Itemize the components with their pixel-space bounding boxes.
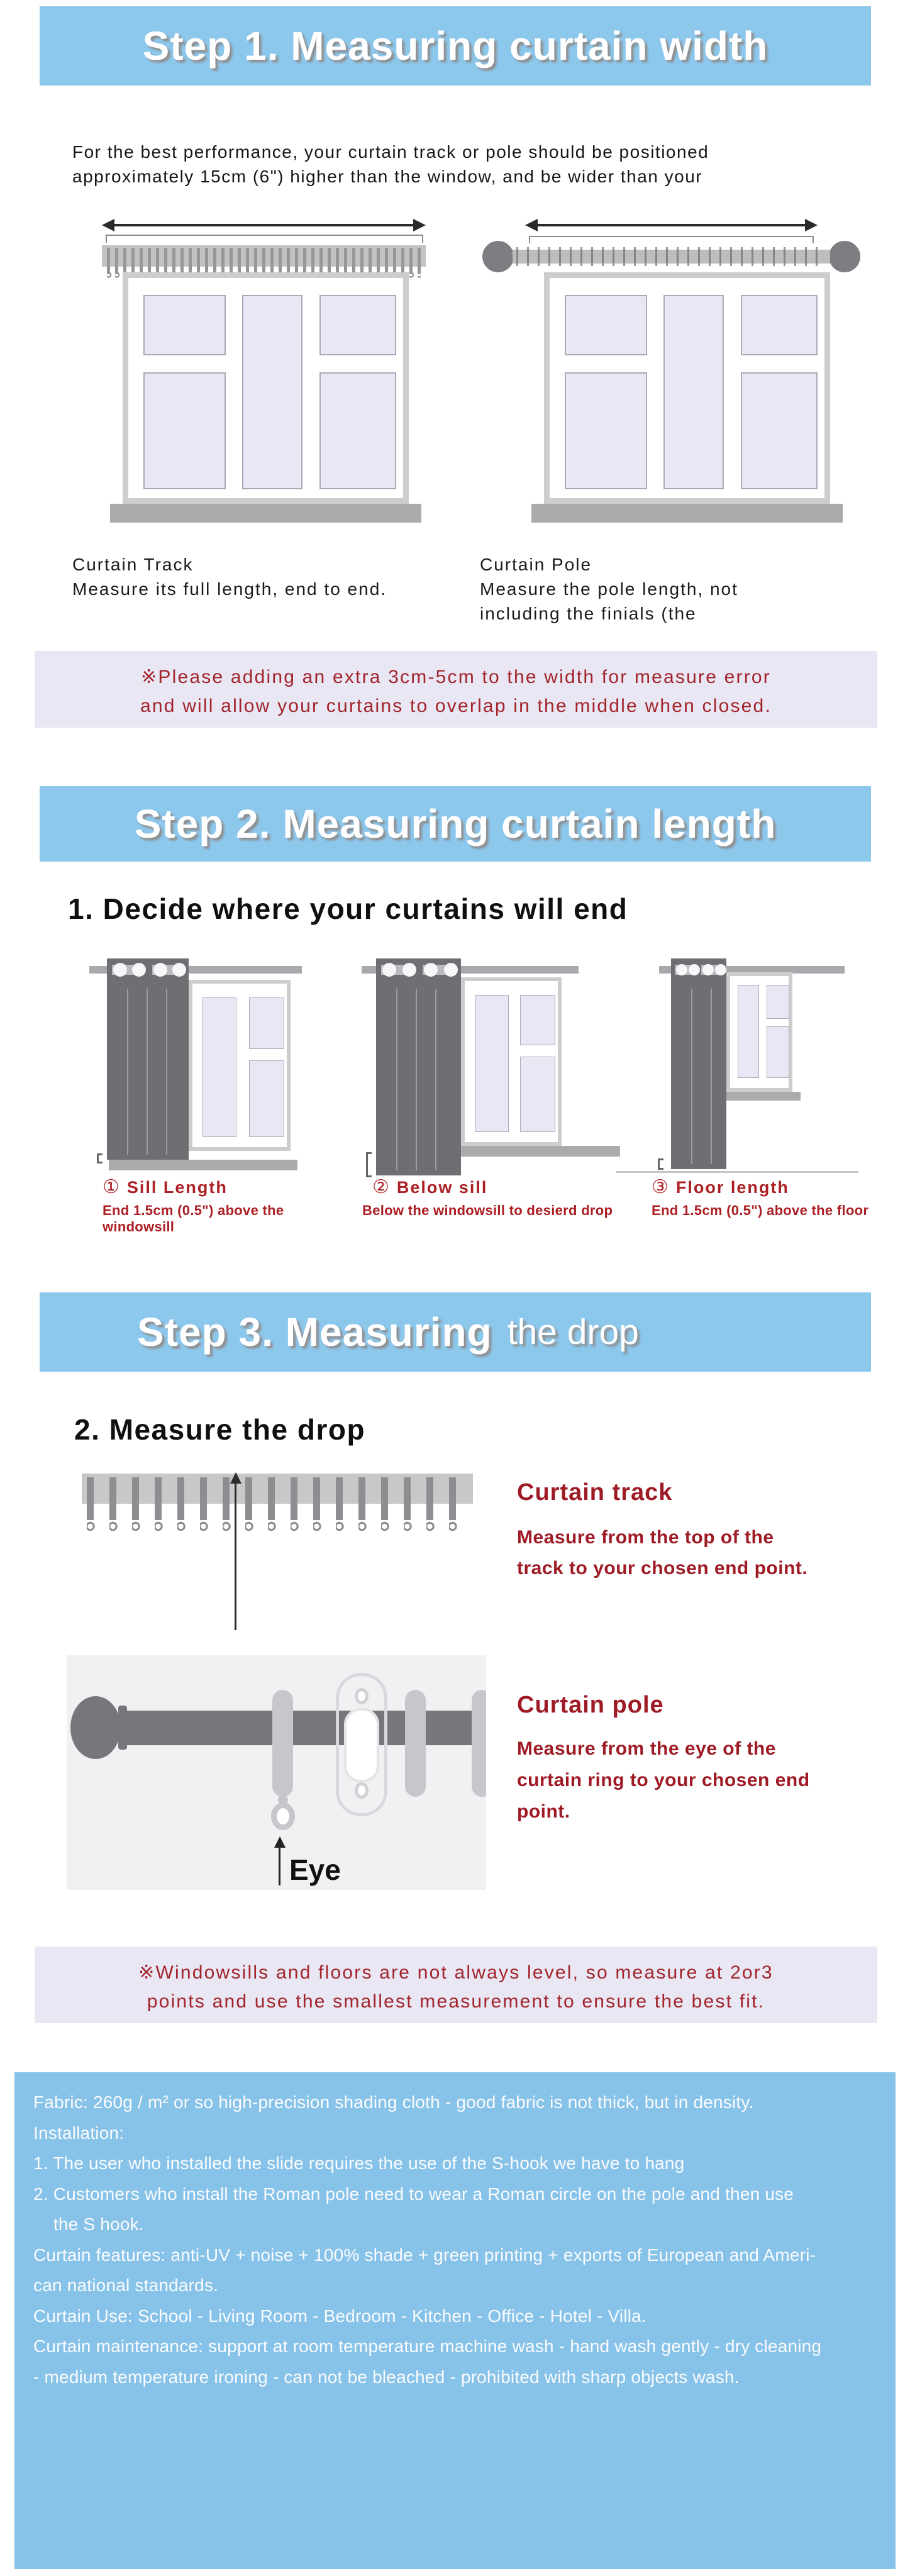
- window-illustration: [123, 272, 409, 504]
- width-note-line2: and will allow your curtains to overlap in the middle when closed.: [140, 696, 772, 716]
- grommet-icon: [132, 963, 146, 977]
- drop-pole-line2: curtain ring to your chosen end: [517, 1770, 810, 1790]
- step3-banner-title: Step 3. Measuring: [137, 1309, 492, 1355]
- curtain-ring-icon: [272, 1690, 293, 1797]
- curtain-pole-window-figure: [469, 211, 874, 535]
- pole-caption: [480, 552, 738, 626]
- window-pane: [242, 295, 302, 489]
- intro-paragraph: [72, 140, 709, 189]
- floor-line: [616, 1171, 858, 1173]
- option1-number: ①: [103, 1177, 121, 1197]
- footer-line: Curtain Use: School - Living Room - Bedroom - Kitchen - Office - Hotel - Villa.: [33, 2306, 646, 2326]
- grommet-icon: [702, 964, 714, 975]
- measure-bracket: [106, 235, 423, 243]
- footer-line: Installation:: [33, 2123, 125, 2143]
- ring-eye-icon: [271, 1802, 295, 1830]
- width-note: [35, 651, 877, 728]
- drop-track-text: [517, 1522, 807, 1584]
- window-illustration: [189, 980, 291, 1151]
- curtain-pole-illustration: [513, 250, 830, 264]
- window-frame: [550, 278, 824, 498]
- footer-line: the S hook.: [33, 2214, 144, 2234]
- curtain-track-window-figure: [63, 211, 469, 535]
- arrow-right-head-icon: [805, 219, 818, 231]
- window-illustration: [726, 972, 792, 1092]
- option2-description: Below the windowsill to desierd drop: [362, 1202, 613, 1218]
- footer-line: Curtain maintenance: support at room temperature machine wash - hand wash gently - dry cleaning: [33, 2336, 822, 2356]
- window-frame: [128, 278, 403, 498]
- pole-caption-line1: Measure the pole length, not: [480, 579, 738, 599]
- curtain-panel: [376, 958, 461, 1175]
- up-arrow-line: [235, 1482, 236, 1630]
- option3-number: ③: [652, 1177, 670, 1197]
- curtain-track-illustration: [102, 245, 426, 267]
- drop-track-figure: [82, 1468, 497, 1635]
- window-pane: [475, 995, 509, 1132]
- option2-caption: [372, 1176, 487, 1198]
- step3-banner: [40, 1292, 871, 1372]
- grommet-icon: [424, 963, 438, 977]
- pole-finial-icon: [829, 241, 860, 272]
- measure-mark: [97, 1153, 103, 1163]
- width-note-line1: ※Please adding an extra 3cm-5cm to the width for measure error: [141, 667, 771, 687]
- product-info-footer: [14, 2072, 896, 2569]
- window-sill: [720, 1092, 801, 1101]
- footer-line: 2. Customers who install the Roman pole need to wear a Roman circle on the pole and then use: [33, 2184, 794, 2204]
- eye-label: Eye: [289, 1853, 341, 1886]
- drop-note: [35, 1946, 877, 2023]
- width-arrow-icon: [102, 218, 426, 232]
- drop-pole-title: Curtain pole: [517, 1692, 664, 1718]
- up-arrow-line: [279, 1846, 280, 1885]
- window-pane: [565, 372, 647, 489]
- window-pane: [319, 372, 396, 489]
- grommet-icon: [676, 964, 687, 975]
- drop-pole-text: [517, 1733, 810, 1828]
- window-frame: [192, 984, 287, 1147]
- track-caption: [72, 552, 387, 601]
- curtain-ring-icon: [405, 1690, 426, 1797]
- step1-banner-title: Step 1. Measuring curtain width: [142, 23, 769, 69]
- footer-line: Curtain features: anti-UV + noise + 100% shade + green printing + exports of European and Ameri-: [33, 2245, 816, 2265]
- measure-mark: [658, 1158, 663, 1170]
- grommet-icon: [715, 964, 726, 975]
- track-caption-title: Curtain Track: [72, 555, 194, 574]
- width-arrow-icon: [525, 218, 818, 232]
- grommet-icon: [172, 963, 186, 977]
- window-illustration: [461, 977, 562, 1146]
- option3-caption: [652, 1176, 789, 1198]
- curtain-panel: [671, 958, 726, 1169]
- arrow-right-head-icon: [413, 219, 426, 231]
- drop-heading: 2. Measure the drop: [74, 1413, 366, 1446]
- window-pane: [767, 1026, 789, 1078]
- pole-finial-icon: [482, 241, 514, 272]
- window-pane: [520, 1057, 555, 1132]
- sill-length-figure: [38, 937, 327, 1235]
- window-pane: [319, 295, 396, 355]
- step3-banner-subtitle: the drop: [507, 1312, 639, 1352]
- grommet-icon: [444, 963, 458, 977]
- window-pane: [520, 995, 555, 1045]
- window-illustration: [544, 272, 830, 504]
- window-sill: [531, 504, 843, 523]
- option3-title: Floor length: [675, 1178, 789, 1197]
- bracket-plate: [344, 1708, 379, 1782]
- window-sill: [110, 504, 421, 523]
- bracket-screw-icon: [355, 1688, 369, 1704]
- window-frame: [465, 981, 558, 1142]
- option2-title: Below sill: [396, 1178, 488, 1197]
- window-pane: [741, 372, 818, 489]
- grommet-icon: [689, 964, 700, 975]
- footer-line: 1. The user who installed the slide requires the use of the S-hook we have to hang: [33, 2153, 685, 2173]
- measure-mark: [366, 1152, 372, 1177]
- drop-track-line1: Measure from the top of the: [517, 1527, 774, 1548]
- window-pane: [143, 372, 226, 489]
- intro-line2: approximately 15cm (6") higher than the window, and be wider than your: [72, 167, 703, 186]
- below-sill-figure: [327, 937, 616, 1220]
- window-sill: [109, 1160, 297, 1170]
- step1-banner: [40, 6, 871, 86]
- option3-description: End 1.5cm (0.5") above the floor: [652, 1202, 869, 1218]
- grommet-icon: [402, 963, 416, 977]
- window-pane: [663, 295, 724, 489]
- grommet-icon: [382, 963, 396, 977]
- drop-track-line2: track to your chosen end point.: [517, 1558, 808, 1579]
- step2-banner-title: Step 2. Measuring curtain length: [134, 801, 777, 847]
- option1-description: End 1.5cm (0.5") above the windowsill: [103, 1202, 284, 1235]
- pole-caption-title: Curtain Pole: [480, 555, 592, 574]
- grommet-icon: [153, 963, 167, 977]
- window-pane: [203, 997, 236, 1137]
- footer-line: can national standards.: [33, 2275, 219, 2295]
- window-pane: [565, 295, 647, 355]
- drop-pole-line3: point.: [517, 1801, 570, 1822]
- drop-note-line1: ※Windowsills and floors are not always level, so measure at 2or3: [138, 1962, 774, 1983]
- intro-line1: For the best performance, your curtain track or pole should be positioned: [72, 142, 709, 162]
- measure-bracket: [529, 236, 814, 243]
- step2-banner: [40, 786, 871, 862]
- option1-title: Sill Length: [126, 1178, 228, 1197]
- window-pane: [738, 985, 759, 1078]
- window-sill: [445, 1146, 620, 1157]
- floor-length-figure: [616, 937, 893, 1220]
- option2-number: ②: [372, 1177, 391, 1197]
- arrow-line: [111, 224, 417, 226]
- window-pane: [143, 295, 226, 355]
- pole-caption-line2: including the finials (the: [480, 604, 697, 623]
- track-caption-body: Measure its full length, end to end.: [72, 579, 387, 599]
- window-frame: [730, 976, 789, 1088]
- drop-pole-line1: Measure from the eye of the: [517, 1738, 776, 1759]
- footer-line: - medium temperature ironing - can not be bleached - prohibited with sharp objects wash.: [33, 2367, 740, 2387]
- option1-caption: [103, 1176, 228, 1198]
- window-pane: [249, 997, 284, 1049]
- curtain-pole-illustration: [127, 1711, 486, 1745]
- window-pane: [767, 985, 789, 1019]
- curtain-panel: [107, 958, 189, 1160]
- grommet-icon: [113, 963, 127, 977]
- pole-finial-icon: [70, 1696, 121, 1759]
- length-heading: 1. Decide where your curtains will end: [68, 892, 628, 925]
- footer-line: Fabric: 260g / m² or so high-precision shading cloth - good fabric is not thick, but in density.: [33, 2092, 754, 2112]
- bracket-screw-icon: [355, 1782, 369, 1799]
- arrow-line: [534, 224, 809, 226]
- window-pane: [249, 1060, 284, 1137]
- pole-collar: [118, 1706, 127, 1750]
- window-pane: [741, 295, 818, 355]
- drop-track-title: Curtain track: [517, 1479, 673, 1506]
- curtain-track-illustration: [82, 1474, 473, 1504]
- curtain-ring-icon: [472, 1690, 486, 1797]
- drop-pole-figure: [67, 1655, 486, 1890]
- drop-note-line2: points and use the smallest measurement to ensure the best fit.: [147, 1991, 765, 2012]
